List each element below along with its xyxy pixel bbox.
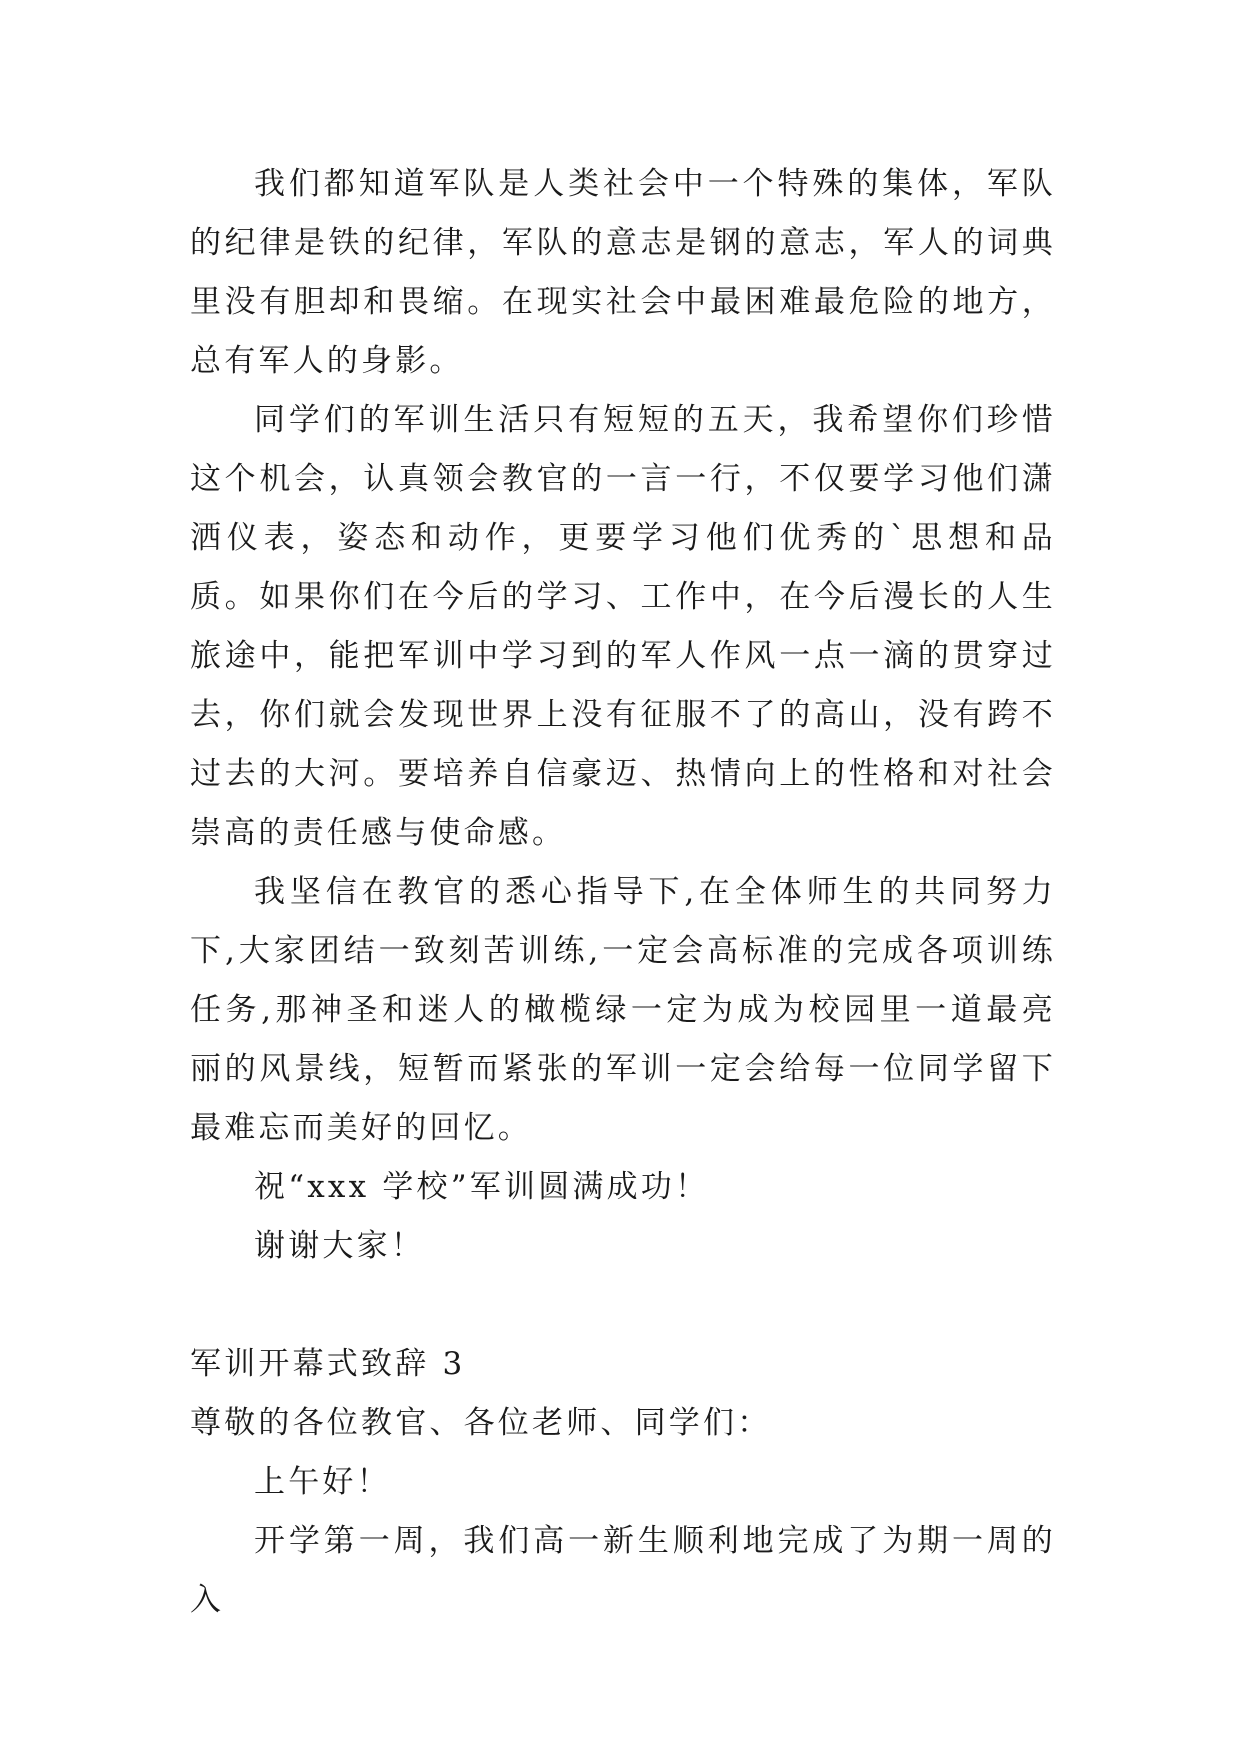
greeting: 上午好！ [254,1464,391,1500]
body-paragraph-training-life: 同学们的军训生活只有短短的五天，我希望你们珍惜这个机会，认真领会教官的一言一行，不仅要学习他们潇洒仪表，姿态和动作，更要学习他们优秀的`思想和品质。如果你们在今后的学习、工作中，在今后漫长的人生旅途中，能把军训中学习到的军人作风一点一滴的贯穿过去，你们就会发现世界上没有征服不了的高山，没有跨不过去的大河。要培养自信豪迈、热情向上的性格和对社会崇高的责任感与使命感。 [190,402,1056,851]
body-paragraph-wish: 祝“xxx 学校”军训圆满成功！ [254,1169,710,1205]
body-paragraph-confidence: 我坚信在教官的悉心指导下,在全体师生的共同努力下,大家团结一致刻苦训练,一定会高标准的完成各项训练任务,那神圣和迷人的橄榄绿一定为成为校园里一道最亮丽的风景线，短暂而紧张的军训一定会给每一位同学留下最难忘而美好的回忆。 [190,874,1056,1146]
section-spacer [190,1276,1056,1335]
body-paragraph-first-week: 开学第一周，我们高一新生顺利地完成了为期一周的入 [190,1523,1056,1618]
section-title: 军训开幕式致辞 3 [190,1346,466,1382]
document-body [190,155,1056,1630]
body-paragraph-thanks: 谢谢大家！ [254,1228,425,1264]
salutation: 尊敬的各位教官、各位老师、同学们： [190,1405,772,1441]
body-paragraph-military-discipline: 我们都知道军队是人类社会中一个特殊的集体，军队的纪律是铁的纪律，军队的意志是钢的意志，军人的词典里没有胆却和畏缩。在现实社会中最困难最危险的地方，总有军人的身影。 [190,166,1056,379]
